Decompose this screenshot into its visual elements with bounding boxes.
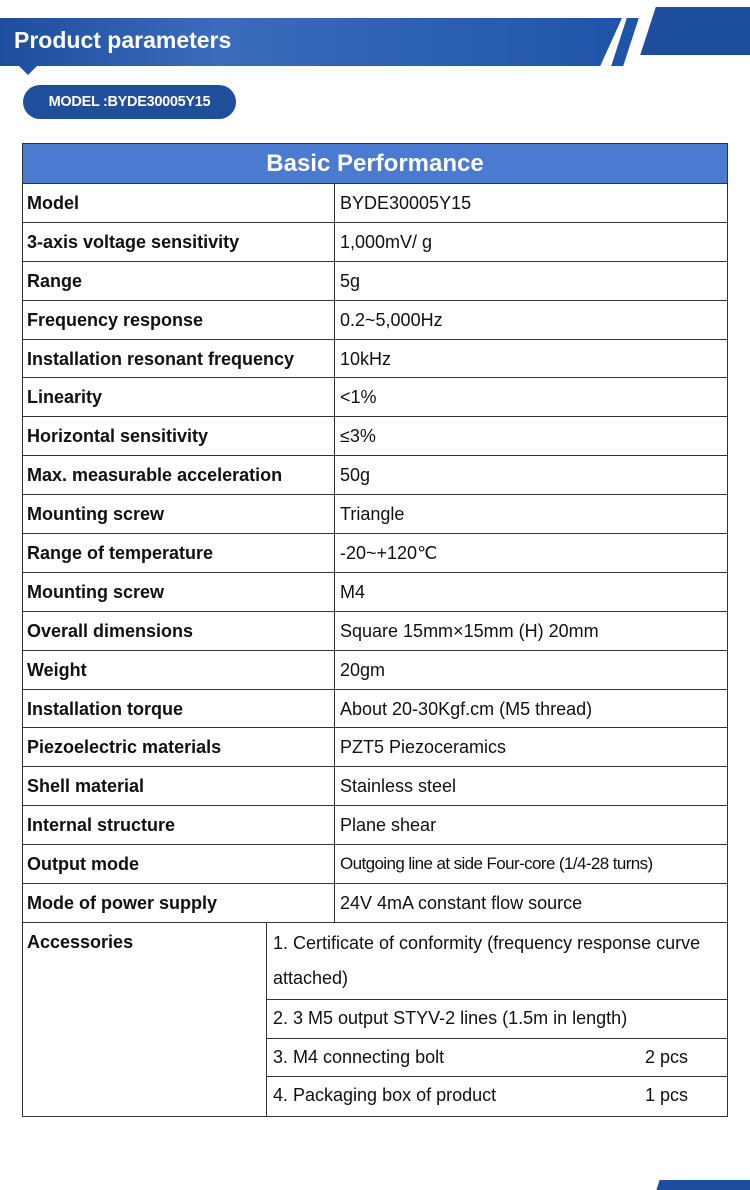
table-row [23, 612, 727, 651]
table-row [23, 884, 727, 923]
row-label: Weight [23, 651, 335, 689]
row-label: Linearity [23, 378, 335, 416]
footer-decoration [656, 1180, 750, 1190]
row-value: ≤3% [340, 426, 376, 447]
table-row [23, 534, 727, 573]
row-value: Outgoing line at side Four-core (1/4-28 turns) [340, 854, 653, 874]
table-row [23, 301, 727, 340]
row-label: Accessories [23, 923, 267, 1116]
table-row [23, 456, 727, 495]
accessory-item [267, 923, 727, 1000]
row-value: Square 15mm×15mm (H) 20mm [340, 620, 599, 641]
table-row [23, 728, 727, 767]
accessory-text: 2. 3 M5 output STYV-2 lines (1.5m in length) [273, 1008, 628, 1029]
row-value: 24V 4mA constant flow source [340, 893, 583, 914]
row-value: <1% [340, 387, 377, 408]
table-row [23, 262, 727, 301]
row-label: Mounting screw [23, 495, 335, 533]
accessories-row [23, 923, 727, 1116]
row-value: 10kHz [340, 348, 392, 369]
table-row [23, 378, 727, 417]
accessory-text: 3. M4 connecting bolt [273, 1046, 445, 1067]
table-row [23, 495, 727, 534]
table-title: Basic Performance [23, 144, 727, 184]
accessory-qty: 2 pcs [645, 1046, 689, 1067]
spec-table [22, 143, 728, 1117]
row-label: Mode of power supply [23, 884, 335, 922]
table-row [23, 340, 727, 379]
banner-corner-decoration [640, 7, 750, 55]
row-value: Triangle [340, 504, 405, 525]
row-label: Max. measurable acceleration [23, 456, 335, 494]
row-label: Internal structure [23, 806, 335, 844]
row-value: 20gm [340, 659, 386, 680]
table-row [23, 806, 727, 845]
table-row [23, 223, 727, 262]
table-row [23, 690, 727, 729]
banner-pointer [19, 66, 37, 75]
row-label: Shell material [23, 767, 335, 805]
row-value: 1,000mV/ g [340, 231, 433, 252]
table-row [23, 845, 727, 884]
row-value: -20~+120℃ [340, 543, 438, 564]
row-label: Horizontal sensitivity [23, 417, 335, 455]
accessory-item [267, 1077, 727, 1116]
row-value: 50g [340, 465, 371, 486]
accessory-qty: 1 pcs [645, 1085, 689, 1106]
row-label: Range of temperature [23, 534, 335, 572]
accessory-item [267, 1039, 727, 1078]
row-value: PZT5 Piezoceramics [340, 737, 507, 758]
accessory-item [267, 1000, 727, 1039]
row-label: Overall dimensions [23, 612, 335, 650]
page-title: Product parameters [14, 27, 232, 53]
row-label: Piezoelectric materials [23, 728, 335, 766]
model-badge: MODEL :BYDE30005Y15 [23, 85, 236, 119]
row-label: Model [23, 184, 335, 222]
row-label: Installation torque [23, 690, 335, 728]
row-value: Stainless steel [340, 776, 457, 797]
table-row [23, 651, 727, 690]
accessory-text: 1. Certificate of conformity (frequency response curve attached) [273, 932, 701, 988]
row-label: Output mode [23, 845, 335, 883]
row-value: 5g [340, 270, 361, 291]
accessory-text: 4. Packaging box of product [273, 1085, 497, 1106]
row-value: Plane shear [340, 815, 437, 836]
row-value: M4 [340, 581, 366, 602]
row-value: 0.2~5,000Hz [340, 309, 443, 330]
row-label: 3-axis voltage sensitivity [23, 223, 335, 261]
row-value: BYDE30005Y15 [340, 193, 472, 213]
row-label: Mounting screw [23, 573, 335, 611]
table-row [23, 417, 727, 456]
row-label: Installation resonant frequency [23, 340, 335, 378]
table-row [23, 573, 727, 612]
table-row [23, 767, 727, 806]
table-row [23, 184, 727, 223]
row-label: Range [23, 262, 335, 300]
row-label: Frequency response [23, 301, 335, 339]
row-value: About 20-30Kgf.cm (M5 thread) [340, 698, 593, 719]
